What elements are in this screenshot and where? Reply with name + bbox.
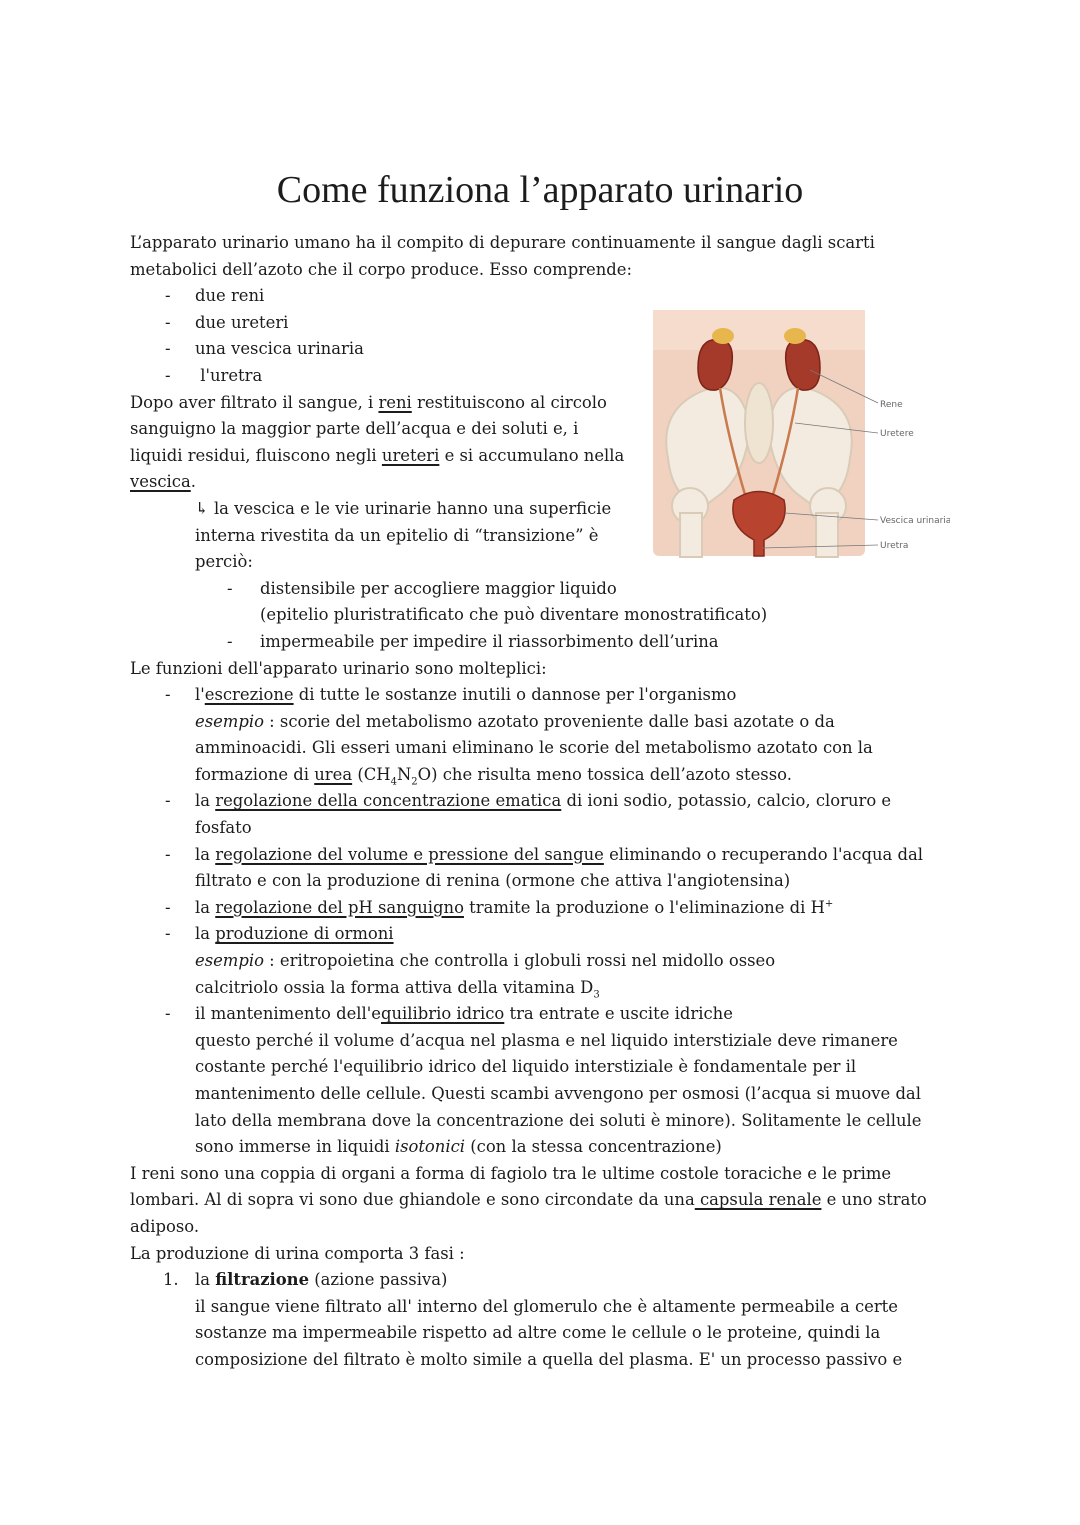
list-item: - impermeabile per impedire il riassorbimento dell’urina bbox=[260, 629, 940, 656]
components-list bbox=[130, 283, 940, 389]
label-uretra: Uretra bbox=[880, 541, 909, 551]
arrow-glyph: ↳ bbox=[195, 498, 209, 518]
page-title: Come funziona l’apparato urinario bbox=[276, 169, 804, 211]
functions-intro: Le funzioni dell'apparato urinario sono molteplici: bbox=[130, 658, 547, 678]
phases-list bbox=[130, 1267, 940, 1373]
term-reni: reni bbox=[378, 392, 412, 412]
list-item: - due ureteri bbox=[130, 310, 940, 337]
term-vescica: vescica bbox=[130, 472, 191, 492]
functions-list bbox=[130, 682, 940, 1161]
list-item: - l'uretra bbox=[130, 363, 940, 390]
function-equilibrio: - il mantenimento dell'equilibrio idrico tra entrate e uscite idriche questo perché il volume d’acqua nel plasma e nel liquido interstiziale deve rimanere costante perché l'equilibrio idrico del liquido interstiziale è fondamentale per il mantenimento delle cellule. Questi scambi avvengono per osmosi (l’acqua si muove dal lato della membrana dove la concentrazione dei soluti è minore). Solitamente le cellule sono immerse in liquidi isotonici (con la stessa concentrazione) bbox=[130, 1001, 940, 1161]
phase-filtrazione: 1. la filtrazione (azione passiva) il sangue viene filtrato all' interno del glomerulo che è altamente permeabile a certe sostanze ma impermeabile rispetto ad altre come le cellule o le proteine, quindi la composizione del filtrato è molto simile a quella del plasma. E' un processo passivo e bbox=[130, 1267, 940, 1373]
filtration-paragraph: Dopo aver filtrato il sangue, i reni restituiscono al circolo sanguigno la maggior parte dell’acqua e dei soluti e, i liquidi residui, fluiscono negli ureteri e si accumulano nella vescica. bbox=[130, 392, 625, 492]
function-volume: - la regolazione del volume e pressione del sangue eliminando o recuperando l'acqua dal filtrato e con la produzione di renina (ormone che attiva l'angiotensina) bbox=[130, 842, 940, 895]
term-capsula-renale: capsula renale bbox=[694, 1190, 822, 1210]
term-ureteri: ureteri bbox=[381, 445, 440, 465]
list-number: 1. bbox=[163, 1270, 179, 1290]
bladder-note: ↳ la vescica e le vie urinarie hanno una superficie interna rivestita da un epitelio di “transizione” è perciò: bbox=[195, 498, 612, 572]
label-uretere: Uretere bbox=[880, 429, 914, 439]
label-vescica: Vescica urinaria bbox=[880, 516, 950, 526]
intro-paragraph: L’apparato urinario umano ha il compito di depurare continuamente il sangue dagli scarti metabolici dell’azoto che il corpo produce. Esso comprende: bbox=[130, 233, 875, 279]
list-item: - due reni bbox=[130, 283, 940, 310]
bladder-properties-list bbox=[130, 576, 940, 656]
esempio-label: esempio bbox=[195, 951, 264, 971]
esempio-label: esempio bbox=[195, 711, 264, 731]
list-item: - una vescica urinaria bbox=[130, 336, 940, 363]
label-rene: Rene bbox=[880, 400, 903, 410]
list-item: - distensibile per accogliere maggior liquido (epitelio pluristratificato che può diventare monostratificato) bbox=[260, 576, 940, 629]
kidneys-paragraph: I reni sono una coppia di organi a forma di fagiolo tra le ultime costole toraciche e le prime lombari. Al di sopra vi sono due ghiandole e sono circondate da una capsula renale e uno strato adiposo. bbox=[130, 1163, 927, 1236]
function-ph: - la regolazione del pH sanguigno tramite la produzione o l'eliminazione di H+ bbox=[130, 895, 940, 922]
function-ormoni: - la produzione di ormoni esempio : eritropoietina che controlla i globuli rossi nel midollo osseo calcitriolo ossia la forma attiva della vitamina $D_3$ bbox=[130, 921, 940, 1001]
document-body bbox=[130, 230, 940, 1374]
urine-production-intro: La produzione di urina comporta 3 fasi : bbox=[130, 1243, 465, 1263]
term-urea: urea bbox=[314, 764, 353, 784]
function-escrezione: - l'escrezione di tutte le sostanze inutili o dannose per l'organismo esempio : scorie del metabolismo azotato proveniente dalle basi azotate o da amminoacidi. Gli esseri umani eliminano le scorie del metabolismo azotato con la formazione di urea $(CH_4N_2O)$ che risulta meno tossica dell’azoto stesso. bbox=[130, 682, 940, 788]
function-concentrazione: - la regolazione della concentrazione ematica di ioni sodio, potassio, calcio, cloruro e fosfato bbox=[130, 788, 940, 841]
